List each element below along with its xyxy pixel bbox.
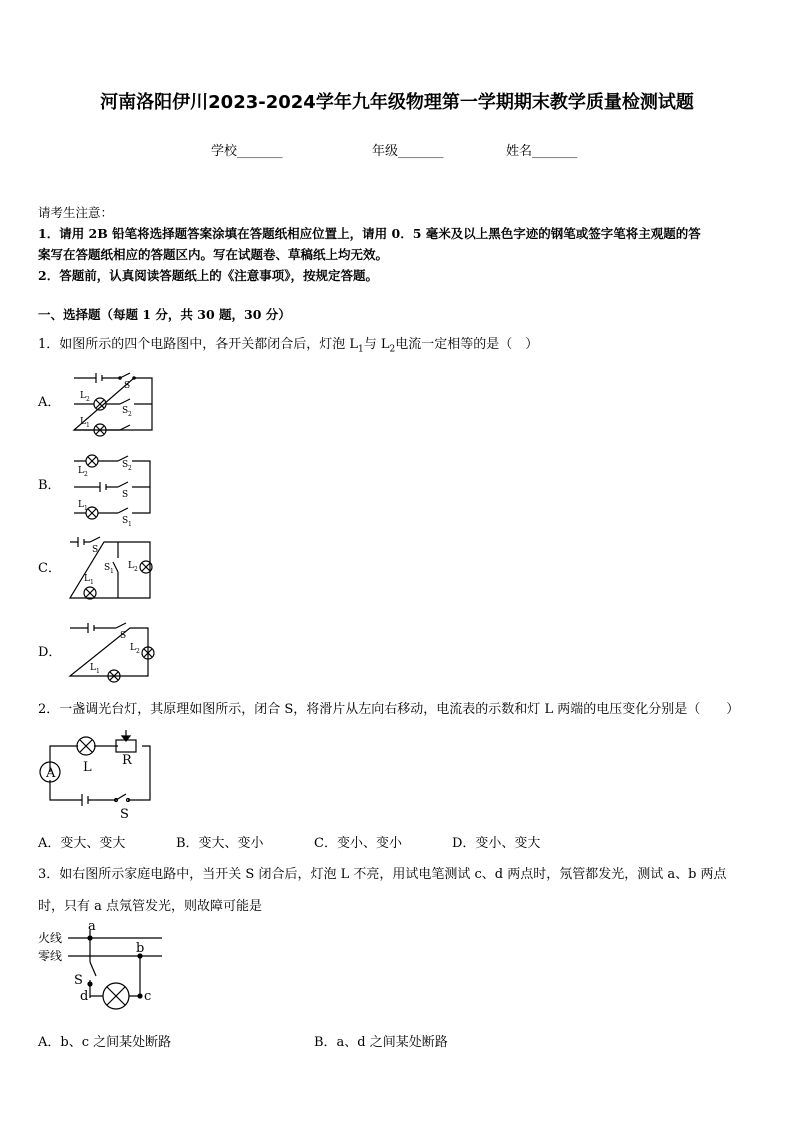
name-field[interactable]: 姓名_______ <box>506 144 578 159</box>
q3-stem-line2: 时，只有 a 点氖管发光，则故障可能是 <box>38 899 263 914</box>
svg-text:S: S <box>122 516 129 526</box>
notice-item-1a: 1．请用 2B 铅笔将选择题答案涂填在答题纸相应位置上，请用 0．5 毫米及以上黑色字迹的钢笔或签字笔将主观题的答 <box>38 226 701 241</box>
svg-text:A: A <box>46 766 56 781</box>
svg-text:2: 2 <box>128 465 132 472</box>
svg-text:L: L <box>128 561 134 571</box>
q3-circuit-diagram <box>38 919 168 1012</box>
svg-text:S: S <box>74 973 83 988</box>
svg-text:L: L <box>78 466 84 476</box>
q2-option-b[interactable]: B．变大、变小 <box>176 836 264 851</box>
svg-text:S: S <box>104 563 111 573</box>
svg-text:L: L <box>130 643 136 653</box>
svg-text:零线: 零线 <box>38 949 63 963</box>
svg-text:1: 1 <box>128 521 132 528</box>
svg-text:2: 2 <box>86 396 90 403</box>
q1-option-c-label[interactable]: C． <box>38 561 61 576</box>
svg-text:1: 1 <box>84 505 88 512</box>
q2-option-d[interactable]: D．变小、变大 <box>452 836 541 851</box>
svg-text:2: 2 <box>84 471 88 478</box>
circuit-a-diagram <box>70 370 160 435</box>
svg-text:2: 2 <box>134 566 138 573</box>
q3-stem-line1: 3．如右图所示家庭电路中，当开关 S 闭合后，灯泡 L 不亮，用试电笔测试 c、d 两点时，氖管都发光，测试 a、b 两点 <box>38 867 727 882</box>
svg-text:b: b <box>136 941 145 956</box>
svg-text:R: R <box>122 753 132 768</box>
svg-text:S: S <box>122 406 129 416</box>
svg-text:a: a <box>88 919 96 934</box>
svg-text:L: L <box>78 500 84 510</box>
svg-text:L: L <box>80 417 86 427</box>
svg-text:S: S <box>120 631 127 641</box>
svg-text:1: 1 <box>90 579 94 586</box>
q2-option-a[interactable]: A．变大、变大 <box>38 836 126 851</box>
grade-field[interactable]: 年级_______ <box>372 144 444 159</box>
circuit-b-diagram <box>70 453 160 528</box>
svg-text:L: L <box>84 574 90 584</box>
svg-text:S: S <box>120 807 129 822</box>
q1-option-a-label[interactable]: A． <box>38 395 61 410</box>
notice-heading: 请考生注意： <box>38 205 114 220</box>
svg-text:1: 1 <box>96 668 100 675</box>
page-title: 河南洛阳伊川2023-2024学年九年级物理第一学期期末教学质量检测试题 <box>100 92 694 113</box>
svg-text:L: L <box>90 663 96 673</box>
svg-text:S: S <box>124 381 131 391</box>
svg-text:S: S <box>92 545 99 555</box>
section-heading: 一、选择题（每题 1 分，共 30 题，30 分） <box>38 307 291 322</box>
notice-item-1b: 案写在答题纸相应的答题区内。写在试题卷、草稿纸上均无效。 <box>38 247 389 262</box>
q2-option-c[interactable]: C．变小、变小 <box>314 836 402 851</box>
svg-text:d: d <box>80 989 89 1004</box>
q1-stem: 1．如图所示的四个电路图中，各开关都闭合后，灯泡 $L_1$与 $L_2$电流一定相等的是（ ） <box>38 337 539 355</box>
school-field[interactable]: 学校_______ <box>211 144 283 159</box>
svg-text:S: S <box>122 460 129 470</box>
q3-option-a[interactable]: A．b、c 之间某处断路 <box>38 1035 172 1050</box>
svg-text:2: 2 <box>128 411 132 418</box>
notice-block <box>38 202 701 286</box>
q3-option-b[interactable]: B．a、d 之间某处断路 <box>314 1035 448 1050</box>
svg-text:1: 1 <box>110 568 114 575</box>
circuit-c-diagram <box>68 536 158 600</box>
svg-text:1: 1 <box>86 422 90 429</box>
q2-circuit-diagram <box>38 728 158 822</box>
q1-option-b-label[interactable]: B． <box>38 478 61 493</box>
notice-item-2: 2．答题前，认真阅读答题纸上的《注意事项》，按规定答题。 <box>38 268 378 283</box>
svg-text:L: L <box>83 760 92 775</box>
q2-stem: 2．一盏调光台灯，其原理如图所示，闭合 S，将滑片从左向右移动，电流表的示数和灯 L 两端的电压变化分别是（ ） <box>38 702 740 717</box>
svg-text:火线: 火线 <box>38 931 63 945</box>
svg-text:2: 2 <box>136 648 140 655</box>
svg-text:L: L <box>80 391 86 401</box>
q1-option-d-label[interactable]: D． <box>38 645 62 660</box>
circuit-d-diagram <box>68 620 158 684</box>
svg-text:S: S <box>122 490 129 500</box>
svg-text:c: c <box>144 989 152 1004</box>
